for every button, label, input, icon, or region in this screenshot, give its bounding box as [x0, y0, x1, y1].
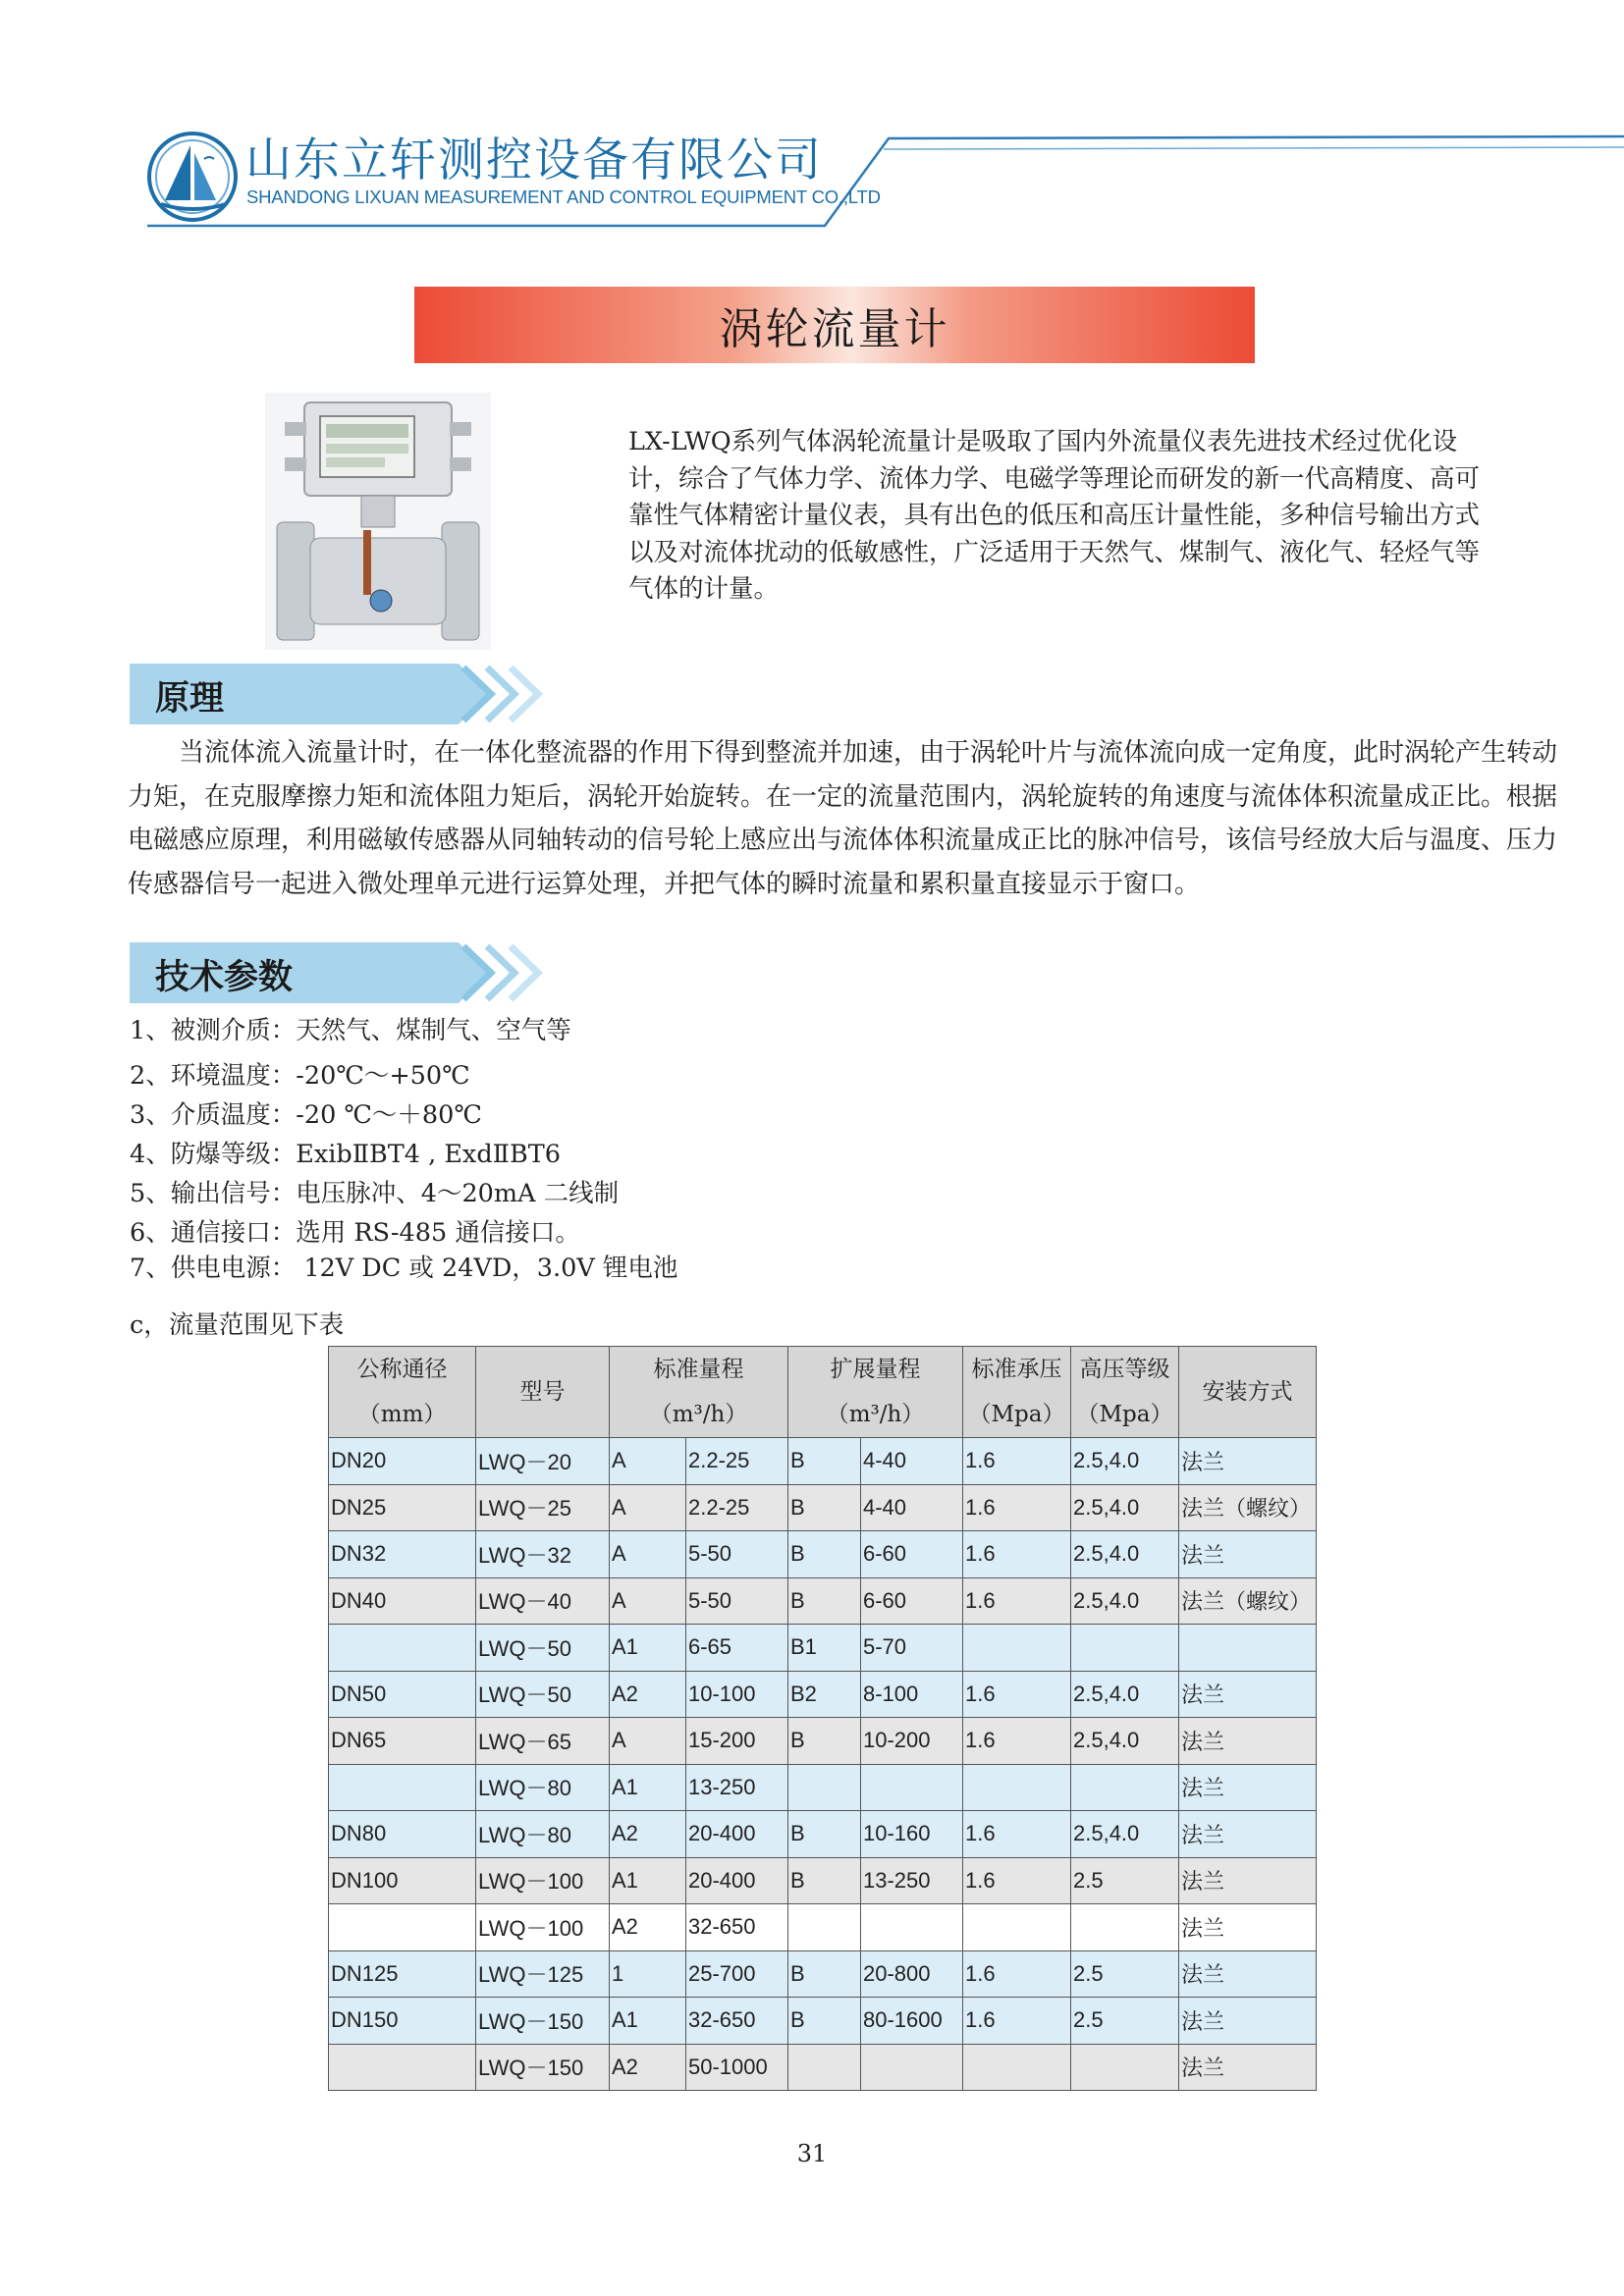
header-ext-range: 扩展量程 （m³/h）: [788, 1347, 963, 1438]
cell-std-pressure: 1.6: [963, 1811, 1071, 1858]
cell-std-pressure: 1.6: [963, 1950, 1071, 1998]
cell-ext-code: B: [788, 1811, 861, 1858]
cell-diameter: DN50: [329, 1671, 476, 1718]
cell-install: 法兰: [1179, 1531, 1317, 1578]
cell-model: LWQ－40: [476, 1577, 610, 1625]
cell-std-range: 15-200: [686, 1718, 788, 1765]
cell-std-code: A: [610, 1484, 686, 1531]
cell-std-code: A2: [610, 1904, 686, 1951]
table-row: [329, 1718, 1317, 1765]
cell-std-code: A2: [610, 2044, 686, 2091]
cell-std-range: 20-400: [686, 1811, 788, 1858]
table-row: [329, 1764, 1317, 1811]
cell-diameter: DN150: [329, 1998, 476, 2045]
cell-model: LWQ－100: [476, 1857, 610, 1904]
cell-std-code: 1: [610, 1950, 686, 1998]
flowmeter-product-image: [265, 393, 491, 650]
cell-std-pressure: [963, 1764, 1071, 1811]
cell-diameter: [329, 1904, 476, 1951]
cell-ext-code: B: [788, 1438, 861, 1485]
cell-install: 法兰（螺纹）: [1179, 1577, 1317, 1625]
cell-std-pressure: 1.6: [963, 1484, 1071, 1531]
cell-std-pressure: 1.6: [963, 1577, 1071, 1625]
section-header-params: [130, 942, 571, 1003]
cell-ext-code: B: [788, 1857, 861, 1904]
header-high-pressure: 高压等级 （Mpa）: [1071, 1347, 1179, 1438]
cell-ext-range: 10-200: [861, 1718, 963, 1765]
cell-std-range: 25-700: [686, 1950, 788, 1998]
cell-std-pressure: 1.6: [963, 1531, 1071, 1578]
table-row: [329, 1671, 1317, 1718]
table-row: [329, 1438, 1317, 1485]
header-std-range: 标准量程 （m³/h）: [610, 1347, 788, 1438]
header-model: 型号: [476, 1347, 610, 1438]
cell-std-pressure: 1.6: [963, 1857, 1071, 1904]
param-item: 1、被测介质：天然气、煤制气、空气等: [130, 1016, 571, 1045]
cell-std-pressure: [963, 1625, 1071, 1672]
cell-model: LWQ－80: [476, 1811, 610, 1858]
cell-std-pressure: 1.6: [963, 1998, 1071, 2045]
cell-std-code: A: [610, 1718, 686, 1765]
company-logo-icon: [145, 130, 240, 224]
cell-std-range: 6-65: [686, 1625, 788, 1672]
cell-std-range: 5-50: [686, 1577, 788, 1625]
header-diameter: 公称通径 （mm）: [329, 1347, 476, 1438]
intro-paragraph: LX-LWQ系列气体涡轮流量计是吸取了国内外流量仪表先进技术经过优化设计，综合了气体力学、流体力学、电磁学等理论而研发的新一代高精度、高可靠性气体精密计量仪表，具有出色的低压和高压计量性能，多种信号输出方式以及对流体扰动的低敏感性，广泛适用于天然气、煤制气、液化气、轻烃气等气体的计量。: [628, 427, 1481, 604]
cell-std-range: 10-100: [686, 1671, 788, 1718]
cell-ext-range: [861, 1904, 963, 1951]
cell-ext-range: 4-40: [861, 1438, 963, 1485]
company-name-en: SHANDONG LIXUAN MEASUREMENT AND CONTROL EQUIPMENT CO.,LTD: [246, 187, 881, 207]
flow-range-note: c，流量范围见下表: [130, 1310, 345, 1340]
cell-model: LWQ－50: [476, 1625, 610, 1672]
table-row: [329, 1950, 1317, 1998]
cell-install: 法兰（螺纹）: [1179, 1484, 1317, 1531]
cell-high-pressure: [1071, 1764, 1179, 1811]
param-item: 6、通信接口：选用 RS-485 通信接口。: [130, 1218, 580, 1248]
param-item: 3、介质温度：-20 ℃～＋80℃: [130, 1100, 482, 1130]
cell-std-pressure: [963, 2044, 1071, 2091]
cell-high-pressure: 2.5: [1071, 1950, 1179, 1998]
table-row: [329, 1904, 1317, 1951]
cell-ext-code: B: [788, 1484, 861, 1531]
cell-diameter: [329, 1764, 476, 1811]
cell-ext-range: 6-60: [861, 1531, 963, 1578]
section-title-principle: 原理: [155, 679, 225, 719]
cell-ext-range: 5-70: [861, 1625, 963, 1672]
param-item: 5、输出信号：电压脉冲、4～20mA 二线制: [130, 1179, 620, 1208]
cell-high-pressure: [1071, 1625, 1179, 1672]
cell-high-pressure: 2.5,4.0: [1071, 1484, 1179, 1531]
table-row: [329, 1625, 1317, 1672]
cell-ext-range: 10-160: [861, 1811, 963, 1858]
cell-model: LWQ－50: [476, 1671, 610, 1718]
table-row: [329, 1857, 1317, 1904]
cell-std-range: 2.2-25: [686, 1438, 788, 1485]
cell-install: 法兰: [1179, 1811, 1317, 1858]
cell-ext-range: 20-800: [861, 1950, 963, 1998]
cell-high-pressure: [1071, 2044, 1179, 2091]
cell-high-pressure: [1071, 1904, 1179, 1951]
cell-high-pressure: 2.5,4.0: [1071, 1718, 1179, 1765]
cell-diameter: DN125: [329, 1950, 476, 1998]
cell-ext-code: B: [788, 1998, 861, 2045]
table-row: [329, 1484, 1317, 1531]
cell-ext-range: [861, 2044, 963, 2091]
cell-install: 法兰: [1179, 1764, 1317, 1811]
table-row: [329, 1998, 1317, 2045]
cell-install: 法兰: [1179, 1904, 1317, 1951]
cell-model: LWQ－80: [476, 1764, 610, 1811]
cell-install: 法兰: [1179, 1671, 1317, 1718]
table-row: [329, 2044, 1317, 2091]
cell-std-range: 5-50: [686, 1531, 788, 1578]
cell-std-code: A1: [610, 1998, 686, 2045]
cell-std-code: A: [610, 1438, 686, 1485]
company-name-cn: 山东立轩测控设备有限公司: [245, 133, 823, 187]
cell-model: LWQ－125: [476, 1950, 610, 1998]
cell-high-pressure: 2.5,4.0: [1071, 1531, 1179, 1578]
cell-install: 法兰: [1179, 1438, 1317, 1485]
param-item: 7、供电电源： 12V DC 或 24VD，3.0V 锂电池: [130, 1254, 678, 1283]
cell-diameter: DN20: [329, 1438, 476, 1485]
header-std-pressure: 标准承压 （Mpa）: [963, 1347, 1071, 1438]
cell-std-code: A: [610, 1531, 686, 1578]
cell-diameter: DN32: [329, 1531, 476, 1578]
cell-ext-range: 80-1600: [861, 1998, 963, 2045]
section-header-principle: [130, 664, 571, 724]
cell-ext-code: B: [788, 1531, 861, 1578]
cell-diameter: DN65: [329, 1718, 476, 1765]
cell-install: 法兰: [1179, 1718, 1317, 1765]
cell-std-code: A1: [610, 1764, 686, 1811]
cell-high-pressure: 2.5: [1071, 1857, 1179, 1904]
cell-high-pressure: 2.5,4.0: [1071, 1438, 1179, 1485]
cell-std-code: A: [610, 1577, 686, 1625]
cell-diameter: [329, 2044, 476, 2091]
cell-install: [1179, 1625, 1317, 1672]
cell-std-range: 50-1000: [686, 2044, 788, 2091]
cell-std-pressure: 1.6: [963, 1718, 1071, 1765]
header-install: 安装方式: [1179, 1347, 1317, 1438]
cell-std-range: 32-650: [686, 1998, 788, 2045]
cell-diameter: DN80: [329, 1811, 476, 1858]
section-title-params: 技术参数: [155, 958, 294, 997]
cell-std-pressure: 1.6: [963, 1671, 1071, 1718]
cell-ext-range: 4-40: [861, 1484, 963, 1531]
cell-diameter: DN25: [329, 1484, 476, 1531]
cell-ext-code: B: [788, 1718, 861, 1765]
page-title: 涡轮流量计: [719, 304, 950, 354]
table-row: [329, 1811, 1317, 1858]
cell-install: 法兰: [1179, 1998, 1317, 2045]
cell-std-code: A2: [610, 1671, 686, 1718]
cell-install: 法兰: [1179, 1950, 1317, 1998]
cell-ext-range: [861, 1764, 963, 1811]
cell-model: LWQ－25: [476, 1484, 610, 1531]
cell-ext-code: [788, 1904, 861, 1951]
flow-range-table: [328, 1346, 1317, 2091]
cell-std-pressure: 1.6: [963, 1438, 1071, 1485]
cell-std-code: A1: [610, 1857, 686, 1904]
cell-model: LWQ－150: [476, 1998, 610, 2045]
cell-high-pressure: 2.5,4.0: [1071, 1811, 1179, 1858]
title-banner: [414, 287, 1255, 363]
param-item: 2、环境温度：-20℃～+50℃: [130, 1061, 470, 1091]
page-number: 31: [796, 2140, 828, 2167]
cell-install: 法兰: [1179, 2044, 1317, 2091]
table-body: [329, 1438, 1317, 2091]
cell-ext-range: 6-60: [861, 1577, 963, 1625]
cell-high-pressure: 2.5,4.0: [1071, 1671, 1179, 1718]
table-row: [329, 1577, 1317, 1625]
cell-ext-code: [788, 1764, 861, 1811]
cell-std-code: A2: [610, 1811, 686, 1858]
cell-std-code: A1: [610, 1625, 686, 1672]
cell-std-range: 13-250: [686, 1764, 788, 1811]
cell-std-pressure: [963, 1904, 1071, 1951]
cell-diameter: DN100: [329, 1857, 476, 1904]
cell-model: LWQ－150: [476, 2044, 610, 2091]
param-item: 4、防爆等级：ExibⅡBT4 , ExdⅡBT6: [130, 1140, 561, 1169]
cell-std-range: 20-400: [686, 1857, 788, 1904]
cell-std-range: 32-650: [686, 1904, 788, 1951]
principle-paragraph: 当流体流入流量计时，在一体化整流器的作用下得到整流并加速，由于涡轮叶片与流体流向成一定角度，此时涡轮产生转动力矩，在克服摩擦力矩和流体阻力矩后，涡轮开始旋转。在一定的流量范围内，涡轮旋转的角速度与流体体积流量成正比。根据电磁感应原理，利用磁敏传感器从同轴转动的信号轮上感应出与流体体积流量成正比的脉冲信号，该信号经放大后与温度、压力传感器信号一起进入微处理单元进行运算处理，并把气体的瞬时流量和累积量直接显示于窗口。: [128, 738, 1558, 899]
cell-ext-code: B1: [788, 1625, 861, 1672]
cell-model: LWQ－20: [476, 1438, 610, 1485]
cell-model: LWQ－32: [476, 1531, 610, 1578]
cell-high-pressure: 2.5,4.0: [1071, 1577, 1179, 1625]
cell-model: LWQ－65: [476, 1718, 610, 1765]
table-row: [329, 1531, 1317, 1578]
cell-std-range: 2.2-25: [686, 1484, 788, 1531]
cell-ext-range: 8-100: [861, 1671, 963, 1718]
cell-high-pressure: 2.5: [1071, 1998, 1179, 2045]
cell-diameter: DN40: [329, 1577, 476, 1625]
cell-ext-range: 13-250: [861, 1857, 963, 1904]
principle-text: [128, 731, 1561, 906]
cell-ext-code: B: [788, 1577, 861, 1625]
cell-install: 法兰: [1179, 1857, 1317, 1904]
cell-ext-code: B: [788, 1950, 861, 1998]
table-header-row: [329, 1347, 1317, 1438]
cell-ext-code: [788, 2044, 861, 2091]
cell-diameter: [329, 1625, 476, 1672]
cell-model: LWQ－100: [476, 1904, 610, 1951]
cell-ext-code: B2: [788, 1671, 861, 1718]
